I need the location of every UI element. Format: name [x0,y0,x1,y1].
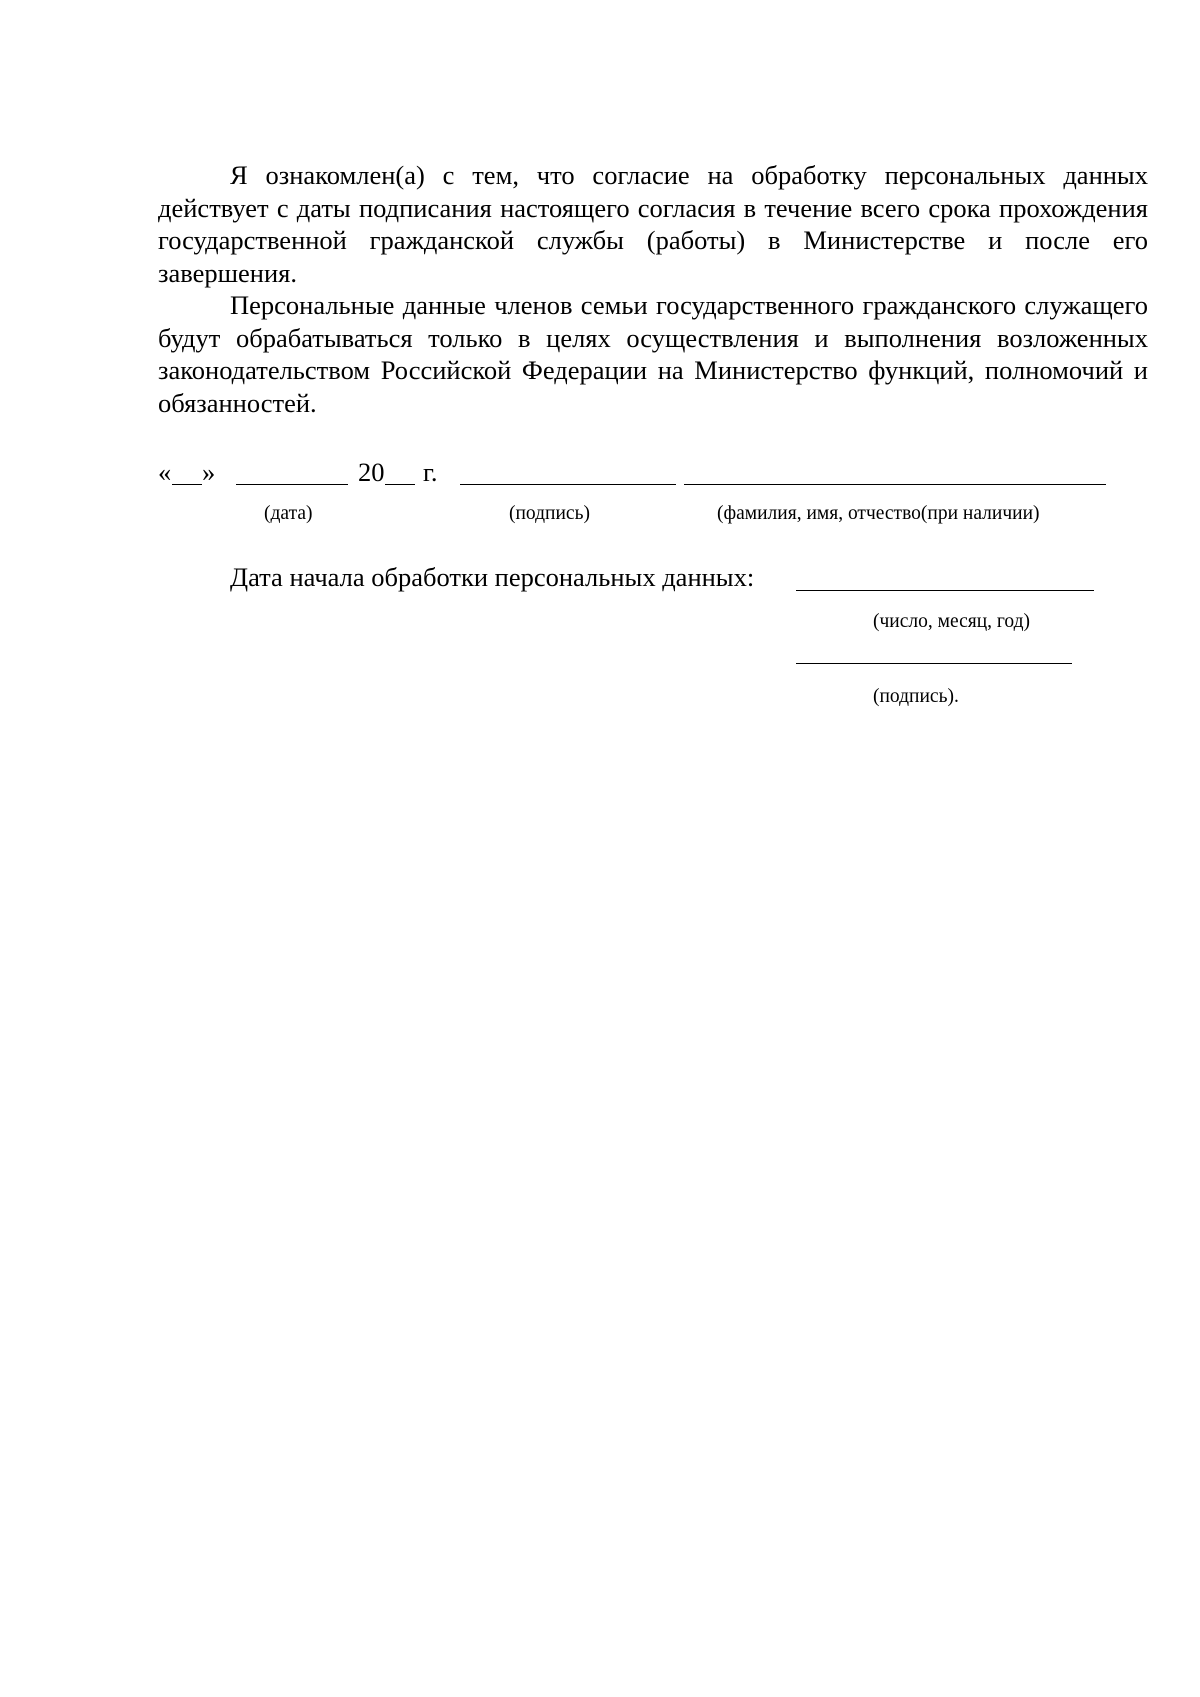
year-suffix: г. [423,457,438,487]
day-blank[interactable] [172,484,202,485]
year-prefix: 20 [358,457,385,487]
year-blank[interactable] [385,484,415,485]
month-blank[interactable] [236,484,348,485]
start-date-blank[interactable] [796,590,1094,591]
full-name-caption: (фамилия, имя, отчество(при наличии) [717,503,1040,524]
signature-blank[interactable] [460,484,676,485]
family-data-paragraph: Персональные данные членов семьи государственного гражданского служащего будут обрабатываться только в целях осуществления и выполнения возложенных законодательством Российской Федерации на Министерство функций, полномочий и обязанностей. [158,290,1148,418]
final-signature-caption: (подпись). [873,686,959,707]
full-name-blank[interactable] [684,484,1106,485]
start-date-label: Дата начала обработки персональных данных: [230,562,755,592]
consent-validity-paragraph: Я ознакомлен(а) с тем, что согласие на обработку персональных данных действует с даты подписания настоящего согласия в течение всего срока прохождения государственной гражданской службы (работы) в Министерстве и после его завершения. [158,160,1148,288]
final-signature-blank[interactable] [796,663,1072,664]
quote-close: » [202,457,216,487]
quote-open: « [158,457,172,487]
signature-caption: (подпись) [509,503,590,524]
start-date-caption: (число, месяц, год) [873,611,1031,632]
date-caption: (дата) [264,503,313,524]
